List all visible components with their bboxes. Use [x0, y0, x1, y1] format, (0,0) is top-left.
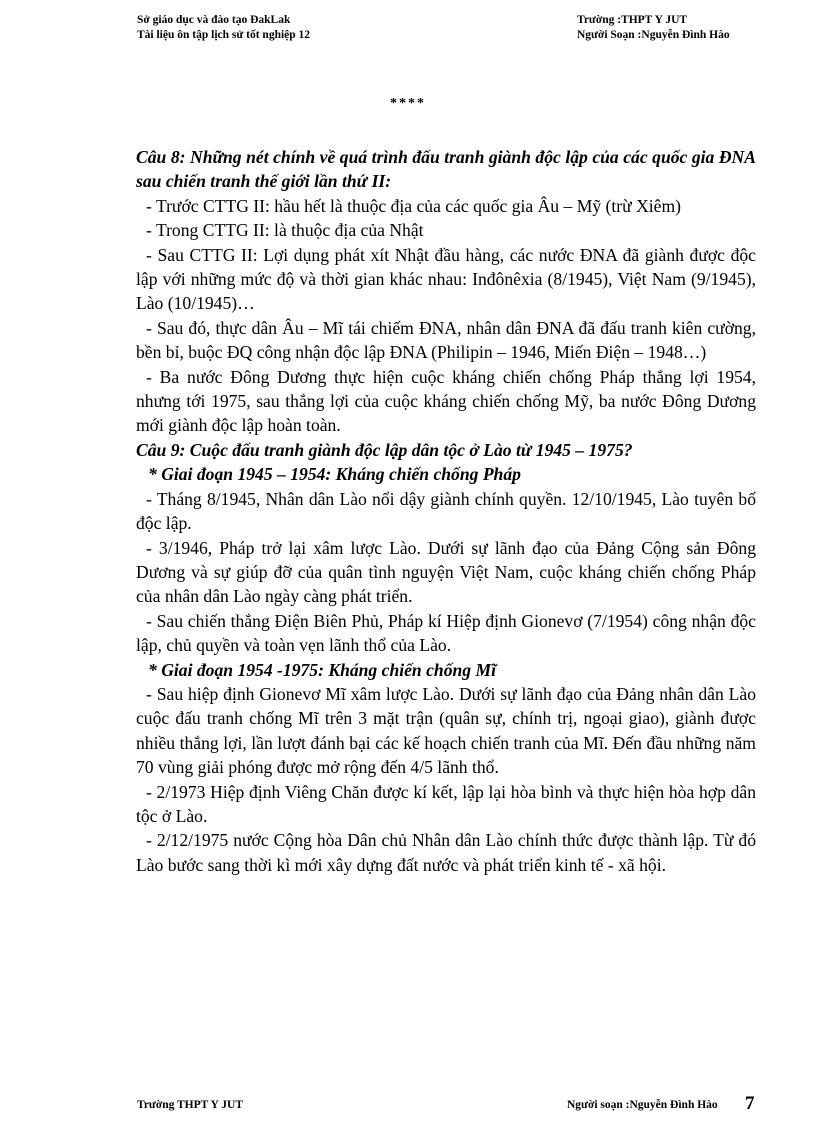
body-paragraph: - Trong CTTG II: là thuộc địa của Nhật — [146, 220, 424, 241]
question-heading: Câu 8: Những nét chính về quá trình đấu tranh giành độc lập của các quốc gia ĐNA sau chiến tranh thế giới lần thứ II: — [136, 147, 756, 192]
body-paragraph: - Tháng 8/1945, Nhân dân Lào nổi dậy giành chính quyền. 12/10/1945, Lào tuyên bố độc lập. — [136, 488, 756, 534]
question-heading: Câu 9: Cuộc đấu tranh giành độc lập dân tộc ở Lào từ 1945 – 1975? — [136, 439, 633, 460]
body-paragraph: - 2/12/1975 nước Cộng hòa Dân chủ Nhân dân Lào chính thức được thành lập. Từ đó Lào bước sang thời kì mới xây dựng đất nước và phát triển kinh tế - xã hội. — [136, 830, 756, 875]
period-subheading: * Giai đoạn 1954 -1975: Kháng chiến chống Mĩ — [148, 659, 497, 680]
body-paragraph: - 3/1946, Pháp trở lại xâm lược Lào. Dưới sự lãnh đạo của Đảng Cộng sản Đông Dương và sự giúp đỡ của quân tình nguyện Việt Nam, cuộc kháng chiến chống Pháp của nhân dân Lào ngày càng phát triển. — [136, 537, 756, 607]
section-separator: **** — [390, 96, 426, 111]
body-paragraph: - Sau hiệp định Gionevơ Mĩ xâm lược Lào. Dưới sự lãnh đạo của Đảng nhân dân Lào cuộc đấu tranh chống Mĩ trên 3 mặt trận (quân sự, chính trị, ngoại giao), giành được nhiều thắng lợi, lần lượt đánh bại các kế hoạch chiến tranh của Mĩ. Đến đầu những năm 70 vùng giải phóng được mở rộng đến 4/5 lãnh thổ. — [136, 683, 756, 778]
page-number: 7 — [745, 1093, 755, 1114]
body-paragraph: - Ba nước Đông Dương thực hiện cuộc kháng chiến chống Pháp thắng lợi 1954, nhưng tới 1975, sau thắng lợi của cuộc kháng chiến chống Mỹ, ba nước Đông Dương mới giành độc lập hoàn toàn. — [136, 366, 756, 436]
header-author: Người Soạn :Nguyễn Đình Hào — [577, 29, 730, 41]
body-paragraph: - Sau CTTG II: Lợi dụng phát xít Nhật đầu hàng, các nước ĐNA đã giành được độc lập với những mức độ và thời gian khác nhau: Inđônêxia (8/1945), Việt Nam (9/1945), Lào (10/1945)… — [136, 244, 756, 314]
body-paragraph: - 2/1973 Hiệp định Viêng Chăn được kí kết, lập lại hòa bình và thực hiện hòa hợp dân tộc ở Lào. — [136, 781, 756, 826]
footer-school: Trường THPT Y JUT — [137, 1099, 244, 1111]
footer-author: Người soạn :Nguyễn Đình Hào — [567, 1099, 718, 1111]
header-school: Trường :THPT Y JUT — [577, 14, 688, 26]
body-paragraph: - Sau đó, thực dân Âu – Mĩ tái chiếm ĐNA, nhân dân ĐNA đã đấu tranh kiên cường, bền bỉ, buộc ĐQ công nhận độc lập ĐNA (Philipin – 1946, Miến Điện – 1948…) — [136, 317, 756, 363]
header-left — [137, 13, 310, 43]
header-department: Sở giáo dục và đào tạo ĐakLak — [137, 14, 291, 26]
period-subheading: * Giai đoạn 1945 – 1954: Kháng chiến chống Pháp — [148, 464, 521, 485]
document-body — [136, 145, 756, 877]
header-right — [577, 13, 730, 43]
header-document-title: Tài liệu ôn tập lịch sử tốt nghiệp 12 — [137, 29, 311, 41]
body-paragraph: - Trước CTTG II: hầu hết là thuộc địa của các quốc gia Âu – Mỹ (trừ Xiêm) — [146, 195, 682, 216]
body-paragraph: - Sau chiến thắng Điện Biên Phủ, Pháp kí Hiệp định Gionevơ (7/1954) công nhận độc lập, chủ quyền và toàn vẹn lãnh thổ của Lào. — [136, 610, 756, 656]
